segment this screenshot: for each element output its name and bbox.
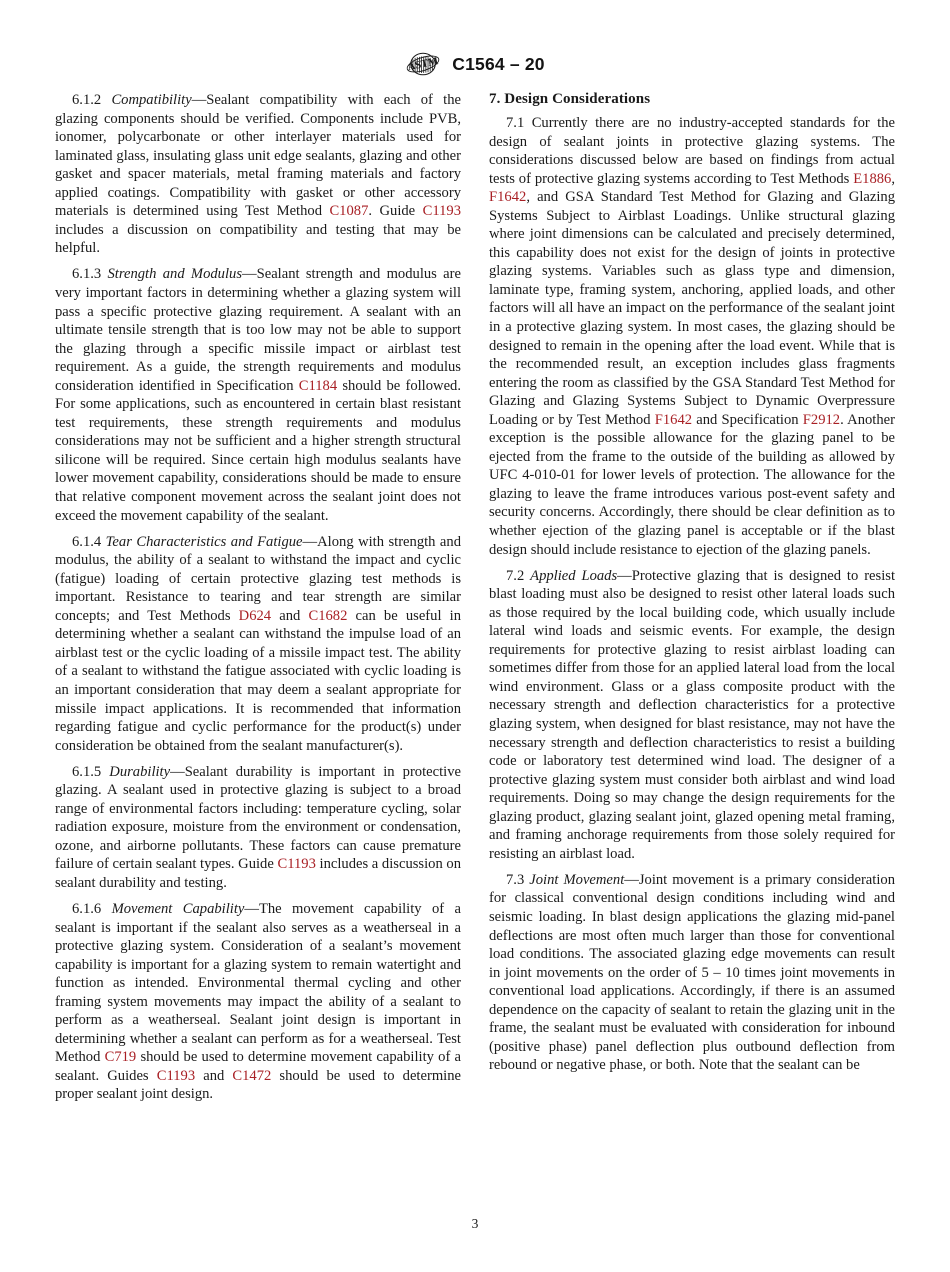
- standard-reference-c1193[interactable]: C1193: [422, 203, 461, 220]
- em-dash: —: [170, 763, 185, 780]
- paragraph-body: . Another exception is the possible allowance for the glazing panel to be ejected from the frame to the outside of the building as allowed by UFC 4-010-01 for lower levels of protection. The allowance for the glazing to leave the frame introduces various post-event safety and security concerns. Accordingly, there should be clear definition as to whether ejection of the glazing panel is acceptable or if the blast design should include resistance to ejection of the glazing panels.: [489, 411, 895, 558]
- paragraph-6-1-4: [55, 533, 461, 756]
- paragraph-body: should be used to determine proper sealant joint design.: [55, 1067, 461, 1103]
- em-dash: —: [617, 567, 632, 584]
- standard-reference-e1886[interactable]: E1886: [853, 170, 892, 187]
- page-header: [0, 44, 950, 84]
- paragraph-body: Currently there are no industry-accepted standards for the design of sealant joints in protective glazing systems. The considerations discussed below are based on findings from actual tests of protective glazing systems according to Test Methods: [489, 115, 895, 187]
- paragraph-body: Sealant durability is important in protective glazing. A sealant used in protective glazing is subject to a broad range of environmental factors including: temperature cycling, solar radiation exposure, moisture from the environment or condensation, ozone, and airborne pollutants. These factors can cause premature failure of certain sealant types. Guide: [55, 763, 461, 873]
- astm-logo-icon: [405, 50, 441, 78]
- paragraph-body: and Specification: [692, 411, 803, 428]
- paragraph-body: Joint movement is a primary consideration for classical conventional design conditions including wind and seismic loading. In blast design applications the glazing mid-panel deflections are most often much larger than those for conventional load conditions. The associated glazing edge movements can result in joint movements on the order of 5 – 10 times joint movements in conventional load applications. Accordingly, if there is an assumed dependence on the capacity of sealant to retain the glazing unit in the frame, the sealant must be evaluated with consideration for inbound (positive phase) panel deflection plus outbound deflection from rebound or negative phase, or both. Note that the sealant can be: [489, 871, 895, 1074]
- page-footer: [0, 1216, 950, 1232]
- paragraph-body: can be useful in determining whether a sealant can withstand the impulse load of an airblast test or the cyclic loading of a missile impact test. The ability of a sealant to withstand the fatigue associated with cyclic loading is an important consideration that may deem a sealant appropriate for missile impact applications. It is recommended that information regarding fatigue and cyclic performance for the product(s) under consideration be obtained from the sealant manufacturer(s).: [55, 607, 461, 754]
- paragraph-term: Tear Characteristics and Fatigue: [105, 533, 303, 550]
- page-number: 3: [471, 1216, 479, 1231]
- paragraph-number: 7.2: [506, 567, 525, 584]
- standard-reference-d624[interactable]: D624: [238, 607, 272, 624]
- paragraph-body: The movement capability of a sealant is important if the sealant also serves as a weatherseal in a protective glazing system. Consideration of a sealant’s movement capability is important for a glazing system to remain watertight and function as intended. Environmental thermal cycling and other framing system movements may impact the ability of a sealant to perform as a weatherseal. Sealant joint design is important in determining whether a sealant can perform as for a weatherseal. Test Method: [55, 900, 461, 1066]
- paragraph-body: includes a discussion on sealant durability and testing.: [55, 856, 461, 891]
- left-column: [55, 91, 461, 1196]
- standard-reference-c719[interactable]: C719: [104, 1049, 137, 1066]
- paragraph-body: , and GSA Standard Test Method for Glazing and Glazing Systems Subject to Airblast Loadings. Unlike structural glazing where joint dimensions can be calculated and precisely determined, this capability does not exist for the design of joints in protective glazing systems. Variables such as glass type and dimension, laminate type, framing system, anchoring, applied loads, and other factors will all have an impact on the performance of the sealant joint in a protective glazing system. In most cases, the glazing should be designed to remain in the opening after the load event. While that is the recommended result, an exception includes glass fragments entering the room as classified by the GSA Standard Test Method for Glazing and Glazing Systems Subject to Dynamic Overpressure Loading or by Test Method: [489, 189, 895, 428]
- standard-reference-f1642[interactable]: F1642: [654, 411, 693, 428]
- paragraph-6-1-6: [55, 900, 461, 1104]
- paragraph-7-3: [489, 871, 895, 1075]
- paragraph-body: . Guide: [368, 203, 423, 220]
- em-dash: —: [624, 871, 639, 888]
- paragraph-7-2: [489, 567, 895, 864]
- paragraph-body: and: [271, 607, 309, 624]
- paragraph-number: 6.1.2: [72, 92, 102, 108]
- standard-reference-c1193[interactable]: C1193: [156, 1067, 196, 1084]
- paragraph-number: 7.1: [506, 115, 525, 131]
- right-column: [489, 91, 895, 1196]
- standard-reference-c1087[interactable]: C1087: [329, 203, 369, 220]
- paragraph-6-1-2: [55, 91, 461, 258]
- em-dash: —: [242, 266, 257, 283]
- two-column-body: [55, 91, 895, 1196]
- paragraph-body: Sealant compatibility with each of the glazing components should be verified. Components include PVB, ionomer, polycarbonate or other interlayer materials used for laminated glass, insulating glass unit edge sealants, glazing and other gasket and spacer materials, metal framing materials and factory applied coatings. Compatibility with gasket or other accessory materials is determined using Test Method: [55, 92, 461, 220]
- document-designation: C1564 – 20: [452, 53, 545, 74]
- paragraph-number: 6.1.5: [72, 763, 102, 780]
- paragraph-body: should be followed. For some applications, such as encountered in certain blast resistant test requirements, these strength requirements and modulus considerations may not be sufficient and a higher strength structural silicone will be required. Since certain high modulus sealants have lower movement capability, considerations should be made to ensure that relative component movement across the sealant joint does not exceed the movement capability of the sealant.: [55, 377, 462, 524]
- paragraph-term: Applied Loads: [530, 567, 618, 584]
- paragraph-term: Strength and Modulus: [107, 266, 243, 283]
- standard-reference-c1472[interactable]: C1472: [232, 1067, 272, 1084]
- paragraph-number: 6.1.3: [72, 266, 102, 283]
- paragraph-body: should be used to determine movement capability of a sealant. Guides: [55, 1049, 461, 1084]
- em-dash: —: [244, 900, 259, 917]
- paragraph-body: Protective glazing that is designed to resist blast loading must also be designed to resist other lateral loads such as those required by the local building code, which usually include lateral wind loads and seismic events. For example, the design requirements for protective glazing to resist airblast loading can sometimes differ from those for an applied lateral load from the local wind environment. Glass or a glass composite product with the necessary strength and deflection characteristics for a protective glazing system, when designed for blast resistance, may not have the necessary strength and deflection characteristics to resist a building code or laboratory test determined wind load. The designer of a protective glazing system must consider both airblast and wind load requirements. Doing so may change the design requirements for the glazing product, glazing sealant joint, glazed opening metal framing, and framing anchorage requirements from those solely required for resisting an airblast load.: [489, 567, 895, 862]
- standard-reference-f2912[interactable]: F2912: [802, 411, 841, 428]
- paragraph-body: Along with strength and modulus, the ability of a sealant to withstand the impact and cyclic (fatigue) loading of certain protective glazing test methods is important. Resistance to tearing and tear strength are similar concepts; and Test Methods: [55, 533, 462, 624]
- standard-reference-c1193[interactable]: C1193: [277, 856, 316, 873]
- paragraph-7-1: [489, 114, 895, 559]
- em-dash: —: [191, 92, 207, 108]
- paragraph-6-1-5: [55, 763, 461, 893]
- paragraph-body: ,: [891, 170, 895, 187]
- paragraph-body: Sealant strength and modulus are very important factors in determining whether a glazing system will pass a specific protective glazing requirement. A sealant with an ultimate tensile strength that is too low may not be able to support the glazing through a specific missile impact or airblast test requirement. As a guide, the strength requirements and modulus consideration identified in Specification: [55, 266, 461, 394]
- paragraph-number: 6.1.6: [72, 900, 102, 917]
- paragraph-6-1-3: [55, 265, 461, 525]
- em-dash: —: [302, 533, 318, 550]
- svg-text:ASTM: ASTM: [406, 55, 440, 74]
- paragraph-term: Durability: [109, 763, 171, 780]
- paragraph-term: Movement Capability: [111, 900, 245, 917]
- section-heading-7: 7. Design Considerations: [489, 91, 651, 107]
- paragraph-number: 7.3: [506, 871, 525, 888]
- standard-reference-c1682[interactable]: C1682: [308, 607, 348, 624]
- paragraph-body: and: [195, 1067, 233, 1084]
- paragraph-term: Compatibility: [111, 92, 192, 108]
- paragraph-term: Joint Movement: [529, 871, 625, 888]
- standard-reference-c1184[interactable]: C1184: [298, 377, 338, 394]
- standard-reference-f1642[interactable]: F1642: [489, 189, 527, 206]
- paragraph-body: includes a discussion on compatibility and testing that may be helpful.: [55, 221, 461, 257]
- paragraph-number: 6.1.4: [72, 533, 102, 550]
